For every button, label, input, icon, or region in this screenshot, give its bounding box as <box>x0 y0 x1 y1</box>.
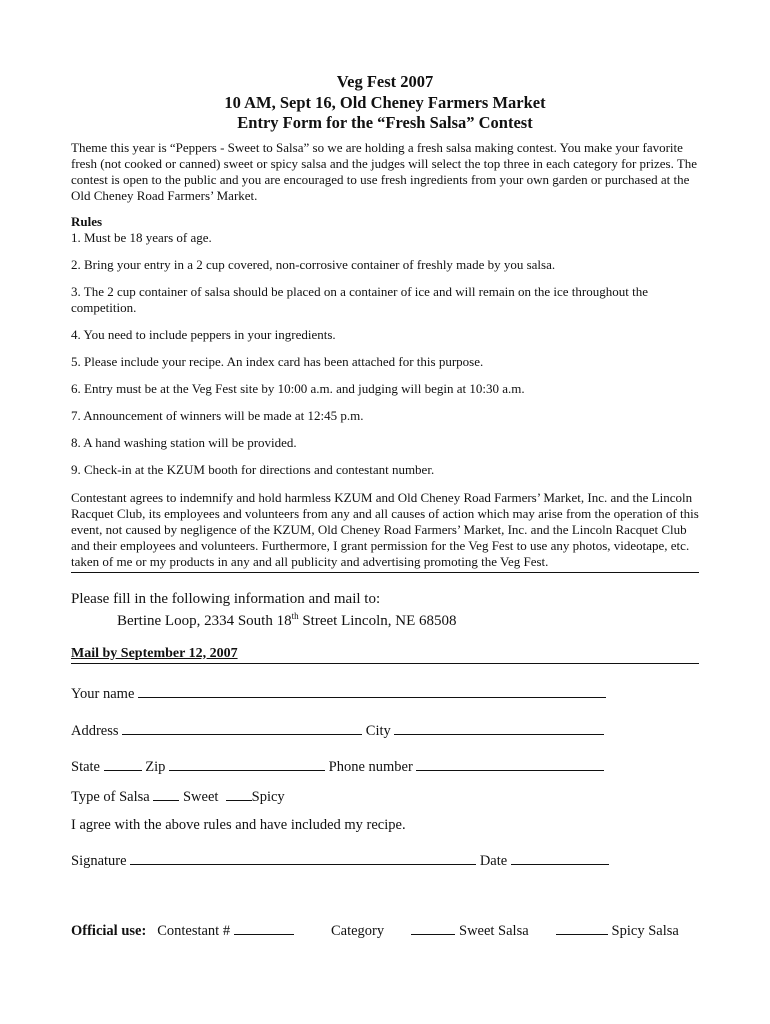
mail-deadline: Mail by September 12, 2007 <box>71 646 699 664</box>
indemnity-paragraph: Contestant agrees to indemnify and hold harmless KZUM and Old Cheney Road Farmers’ Market, Inc. and the Lincoln Racquet Club, its employees and volunteers from any and all causes of action which may arise from the operation of this event, not caused by negligence of the KZUM, Old Cheney Road Farmers’ Market, Inc. and the Lincoln Racquet Club and their employees and volunteers. Furthermore, I grant permission for the Veg Fest to use any photos, videotape, etc. taken of me or my products in any and all publicity and advertising promoting the Veg Fest. <box>71 490 699 573</box>
name-blank[interactable] <box>138 684 606 698</box>
contestant-label: Contestant # <box>157 922 231 939</box>
sweet-label: Sweet <box>182 788 219 805</box>
rule-9: 9. Check-in at the KZUM booth for directions and contestant number. <box>71 461 435 477</box>
rule-2: 2. Bring your entry in a 2 cup covered, non-corrosive container of freshly made by you salsa. <box>71 256 556 272</box>
signature-label: Signature <box>71 852 127 869</box>
rule-6: 6. Entry must be at the Veg Fest site by 10:00 a.m. and judging will begin at 10:30 a.m. <box>71 380 525 396</box>
rule-4: 4. You need to include peppers in your ingredients. <box>71 326 336 342</box>
address-row <box>71 721 699 740</box>
sweet-salsa-label: Sweet Salsa <box>459 922 529 939</box>
rules-heading: Rules <box>71 213 103 229</box>
date-blank[interactable] <box>511 851 609 865</box>
official-use-label: Official use: <box>71 922 147 939</box>
name-row <box>71 684 699 703</box>
signature-blank[interactable] <box>130 851 476 865</box>
sweet-salsa-blank[interactable] <box>411 921 455 935</box>
spicy-label: Spicy <box>251 788 285 805</box>
address-suffix: th <box>291 610 299 621</box>
rule-5: 5. Please include your recipe. An index card has been attached for this purpose. <box>71 353 484 369</box>
contestant-blank[interactable] <box>234 921 294 935</box>
address-street: Bertine Loop, 2334 South 18 <box>117 612 292 629</box>
signature-row <box>71 851 699 870</box>
spicy-salsa-blank[interactable] <box>556 921 608 935</box>
mail-instruction: Please fill in the following information and mail to: <box>71 590 381 607</box>
mail-address <box>117 608 699 630</box>
date-label: Date <box>479 852 508 869</box>
zip-blank[interactable] <box>169 757 325 771</box>
state-blank[interactable] <box>104 757 142 771</box>
phone-blank[interactable] <box>416 757 604 771</box>
spicy-salsa-label: Spicy Salsa <box>611 922 679 939</box>
state-zip-phone-row <box>71 757 699 776</box>
salsa-type-row <box>71 787 699 806</box>
address-blank[interactable] <box>122 721 362 735</box>
intro-paragraph: Theme this year is “Peppers - Sweet to Salsa” so we are holding a fresh salsa making contest. You make your favorite fresh (not cooked or canned) sweet or spicy salsa and the judges will select the top three in each category for prizes. The contest is open to the public and you are encouraged to use fresh ingredients from your own garden or purchased at the Old Cheney Road Farmers’ Market. <box>71 139 698 203</box>
phone-label: Phone number <box>328 758 413 775</box>
spicy-blank[interactable] <box>226 787 252 801</box>
zip-label: Zip <box>145 758 166 775</box>
agree-statement: I agree with the above rules and have included my recipe. <box>71 816 406 833</box>
rule-1: 1. Must be 18 years of age. <box>71 229 212 245</box>
sweet-blank[interactable] <box>153 787 179 801</box>
title-event: Veg Fest 2007 <box>336 72 434 91</box>
address-city: Street Lincoln, NE 68508 <box>298 612 457 629</box>
city-blank[interactable] <box>394 721 604 735</box>
state-label: State <box>71 758 100 775</box>
rule-3: 3. The 2 cup container of salsa should be placed on a container of ice and will remain on the ice throughout the competition. <box>71 283 648 315</box>
salsa-type-label: Type of Salsa <box>71 788 150 805</box>
rule-8: 8. A hand washing station will be provided. <box>71 434 297 450</box>
address-label: Address <box>71 722 119 739</box>
city-label: City <box>365 722 391 739</box>
entry-form-page <box>71 72 699 940</box>
rule-7: 7. Announcement of winners will be made at 12:45 p.m. <box>71 407 364 423</box>
form-title <box>71 72 699 134</box>
title-contest: Entry Form for the “Fresh Salsa” Contest <box>237 113 533 132</box>
title-time-place: 10 AM, Sept 16, Old Cheney Farmers Market <box>224 92 546 112</box>
name-label: Your name <box>71 685 135 702</box>
category-label: Category <box>330 922 385 939</box>
official-use-row <box>71 921 699 940</box>
